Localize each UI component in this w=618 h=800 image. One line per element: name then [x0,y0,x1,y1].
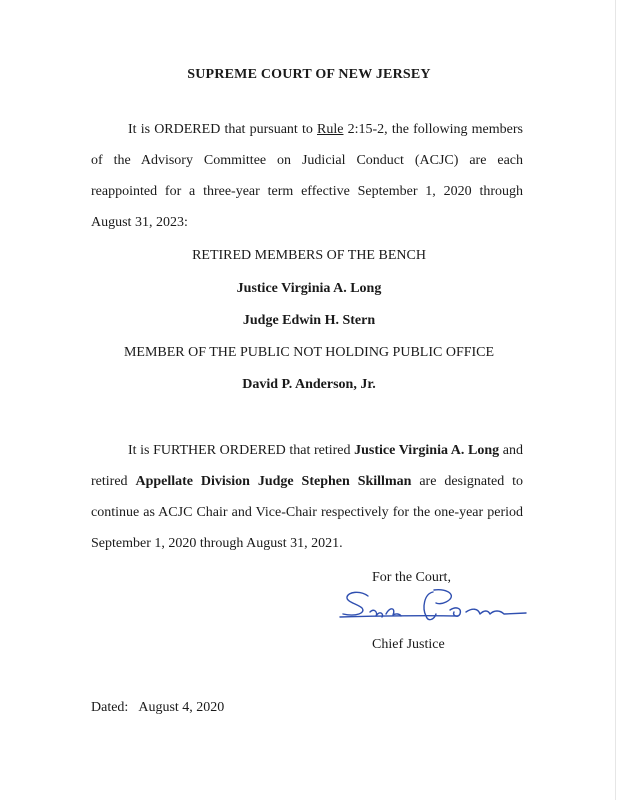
section-title-public-member: MEMBER OF THE PUBLIC NOT HOLDING PUBLIC OFFICE [123,345,495,360]
second-order-paragraph [91,435,523,559]
first-order-text-rest: 2:15-2, the following members of the Advisory Committee on Judicial Conduct (ACJC) are each reappointed for a three-year term effective September 1, 2020 through August 31, 2023: [91,122,523,230]
second-order-text-mid: and retired [91,443,523,489]
rule-reference: Rule [317,122,344,137]
date-line [91,700,224,716]
page-edge [615,0,616,800]
first-order-text-start: It is ORDERED that pursuant to [128,122,318,137]
dated-label: Dated: [91,700,129,715]
dated-value: August 4, 2020 [138,700,225,715]
signature-image [338,586,528,628]
court-heading: SUPREME COURT OF NEW JERSEY [187,67,431,82]
vice-chair-name: Appellate Division Judge Stephen Skillman [135,474,412,489]
closing-line: For the Court, [372,570,451,585]
chair-name: Justice Virginia A. Long [354,443,500,458]
signature-title: Chief Justice [372,637,445,652]
section-title-retired-bench: RETIRED MEMBERS OF THE BENCH [192,248,426,263]
member-name: Judge Edwin H. Stern [242,313,376,328]
member-name: David P. Anderson, Jr. [242,377,376,392]
second-order-text-rest: are designated to continue as ACJC Chair and Vice-Chair respectively for the one-year period September 1, 2020 through August 31, 2021. [91,474,524,551]
second-order-text-start: It is FURTHER ORDERED that retired [128,443,355,458]
first-order-paragraph [91,114,523,238]
member-name: Justice Virginia A. Long [236,281,382,296]
